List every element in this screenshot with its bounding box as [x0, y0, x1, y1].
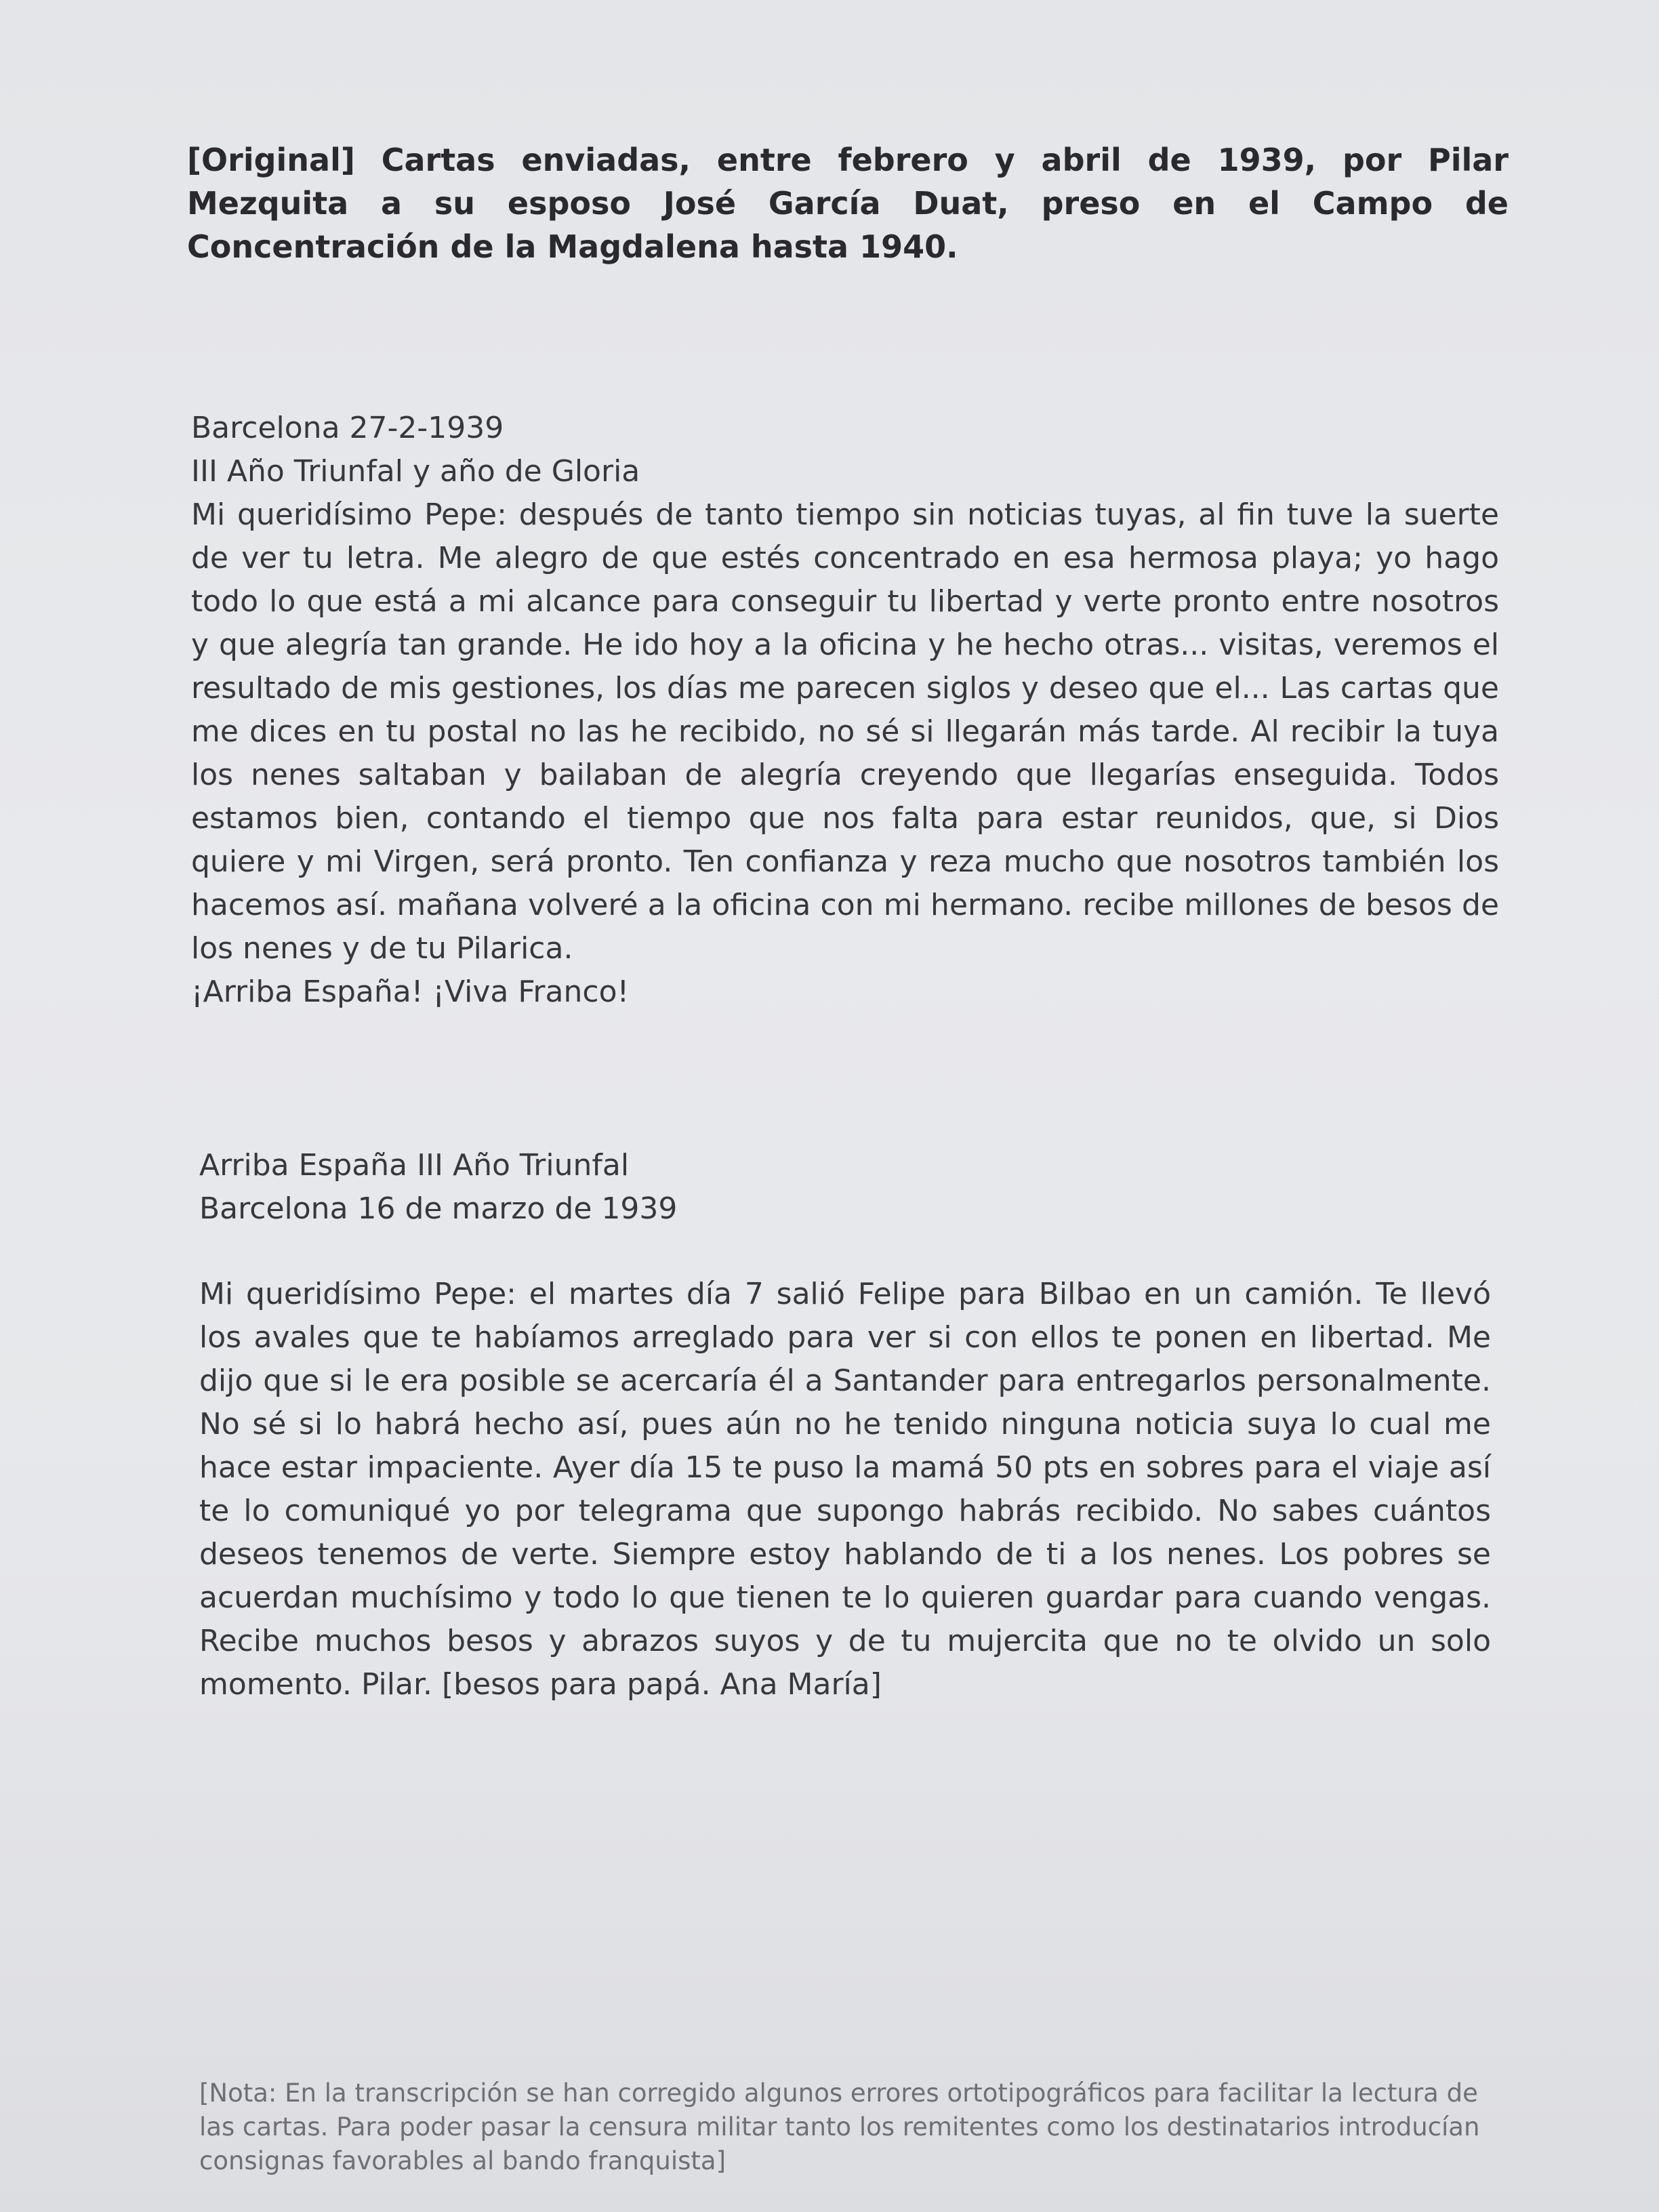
letter-closing: ¡Arriba España! ¡Viva Franco!: [191, 975, 630, 1009]
document-title: [Original] Cartas enviadas, entre febrero y abril de 1939, por Pilar Mezquita a su esposo José García Duat, preso en el Campo de Concentración de la Magdalena hasta 1940.: [187, 142, 1509, 265]
letter-march: [199, 1144, 1491, 1706]
letter-era-line: III Año Triunfal y año de Gloria: [191, 454, 640, 489]
letter-body: Mi queridísimo Pepe: después de tanto tiempo sin noticias tuyas, al fin tuve la suerte de ver tu letra. Me alegro de que estés concentrado en esa hermosa playa; yo hago todo lo que está a mi alcance para conseguir tu libertad y verte pronto entre nosotros y que alegría tan grande. He ido hoy a la oficina y he hecho otras... visitas, veremos el resultado de mis gestiones, los días me parecen siglos y deseo que el... Las cartas que me dices en tu postal no las he recibido, no sé si llegarán más tarde. Al recibir la tuya los nenes saltaban y bailaban de alegría creyendo que llegarías enseguida. Todos estamos bien, contando el tiempo que nos falta para estar reunidos, que, si Dios quiere y mi Virgen, será pronto. Ten confianza y reza mucho que nosotros también los hacemos así. mañana volveré a la oficina con mi hermano. recibe millones de besos de los nenes y de tu Pilarica.: [191, 497, 1499, 966]
letter-place-date: Barcelona 27-2-1939: [191, 411, 504, 445]
transcription-note: [Nota: En la transcripción se han corregido algunos errores ortotipográficos para facilitar la lectura de las cartas. Para poder pasar la censura militar tanto los remitentes como los destinatarios introducían consignas favorables al bando franquista]: [199, 2078, 1480, 2175]
letter-february: [191, 407, 1499, 1014]
letter-era-line: Arriba España III Año Triunfal: [199, 1148, 630, 1183]
paragraph-gap: [199, 1231, 1491, 1273]
letter-body: Mi queridísimo Pepe: el martes día 7 salió Felipe para Bilbao en un camión. Te llevó los avales que te habíamos arreglado para ver si con ellos te ponen en libertad. Me dijo que si le era posible se acercaría él a Santander para entregarlos personalmente. No sé si lo habrá hecho así, pues aún no he tenido ninguna noticia suya lo cual me hace estar impaciente. Ayer día 15 te puso la mamá 50 pts en sobres para el viaje así te lo comuniqué yo por telegrama que supongo habrás recibido. No sabes cuántos deseos tenemos de verte. Siempre estoy hablando de ti a los nenes. Los pobres se acuerdan muchísimo y todo lo que tienen te lo quieren guardar para cuando vengas. Recibe muchos besos y abrazos suyos y de tu mujercita que no te olvido un solo momento. Pilar. [besos para papá. Ana María]: [199, 1277, 1491, 1702]
letter-place-date: Barcelona 16 de marzo de 1939: [199, 1191, 678, 1226]
